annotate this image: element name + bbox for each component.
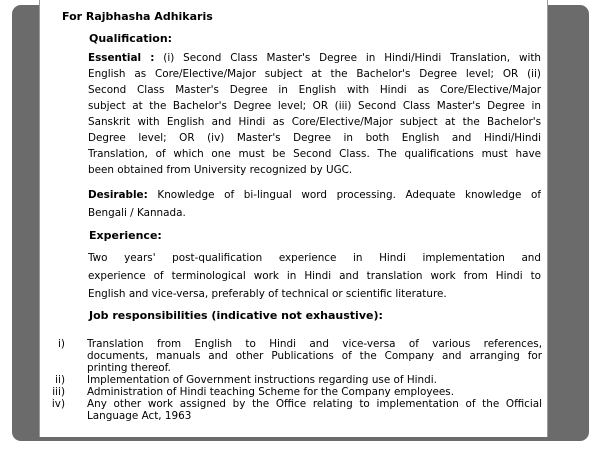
section-heading: For Rajbhasha Adhikaris [62, 10, 213, 23]
document-page [39, 0, 548, 437]
list-item-number: iv) [51, 398, 65, 410]
list-item-number: i) [58, 338, 65, 350]
essential-line-5: Sanskrit with English and Hindi as Core/Elective/Major subject at the Bachelor's [88, 116, 541, 128]
list-item-line: Administration of Hindi teaching Scheme for the Company employees. [87, 386, 455, 398]
desirable-label: Desirable: [88, 189, 148, 201]
essential-line-3: Second Class Master's Degree in English with Hindi as Core/Elective/Major [88, 84, 541, 96]
essential-line-6: Degree level; OR (iv) Master's Degree in both English and Hindi/Hindi [88, 132, 541, 144]
list-item-line: Language Act, 1963 [87, 410, 192, 422]
list-item-line: Any other work assigned by the Office relating to implementation of the Official [87, 398, 542, 410]
job-title: Job responsibilities (indicative not exhaustive): [89, 309, 383, 322]
experience-line-2: experience of terminological work in Hindi and translation work from Hindi to [88, 270, 541, 282]
experience-line-1: Two years' post-qualification experience in Hindi implementation and [88, 252, 541, 264]
list-item-line: Implementation of Government instructions regarding use of Hindi. [87, 374, 437, 386]
experience-line-3: English and vice-versa, preferably of technical or scientific literature. [88, 288, 447, 300]
essential-line-4: subject at the Bachelor's Degree level; OR (iii) Second Class Master's Degree in [88, 100, 541, 112]
list-item-line: documents, manuals and other Publications of the Company and arranging for [87, 350, 542, 362]
desirable-line-2: Bengali / Kannada. [88, 207, 186, 219]
essential-line-7: Translation, of which one must be Second Class. The qualifications must have [88, 148, 541, 160]
list-item-line: Translation from English to Hindi and vice-versa of various references, [87, 338, 542, 350]
essential-line-2: English as Core/Elective/Major subject at the Bachelor's Degree level; OR (ii) [88, 68, 541, 80]
list-item-line: printing thereof. [87, 362, 171, 374]
desirable-text-1: Knowledge of bi-lingual word processing. Adequate knowledge of [147, 189, 541, 201]
essential-text-1: (i) Second Class Master's Degree in Hindi/Hindi Translation, with [154, 52, 541, 64]
desirable-line-1 [88, 188, 541, 202]
essential-line-8: been obtained from University recognized by UGC. [88, 164, 353, 176]
experience-title: Experience: [89, 229, 162, 242]
list-item-number: ii) [55, 374, 65, 386]
essential-label: Essential : [88, 52, 155, 64]
essential-line-1 [88, 51, 541, 65]
qualification-title: Qualification: [89, 32, 173, 45]
list-item-number: iii) [52, 386, 65, 398]
